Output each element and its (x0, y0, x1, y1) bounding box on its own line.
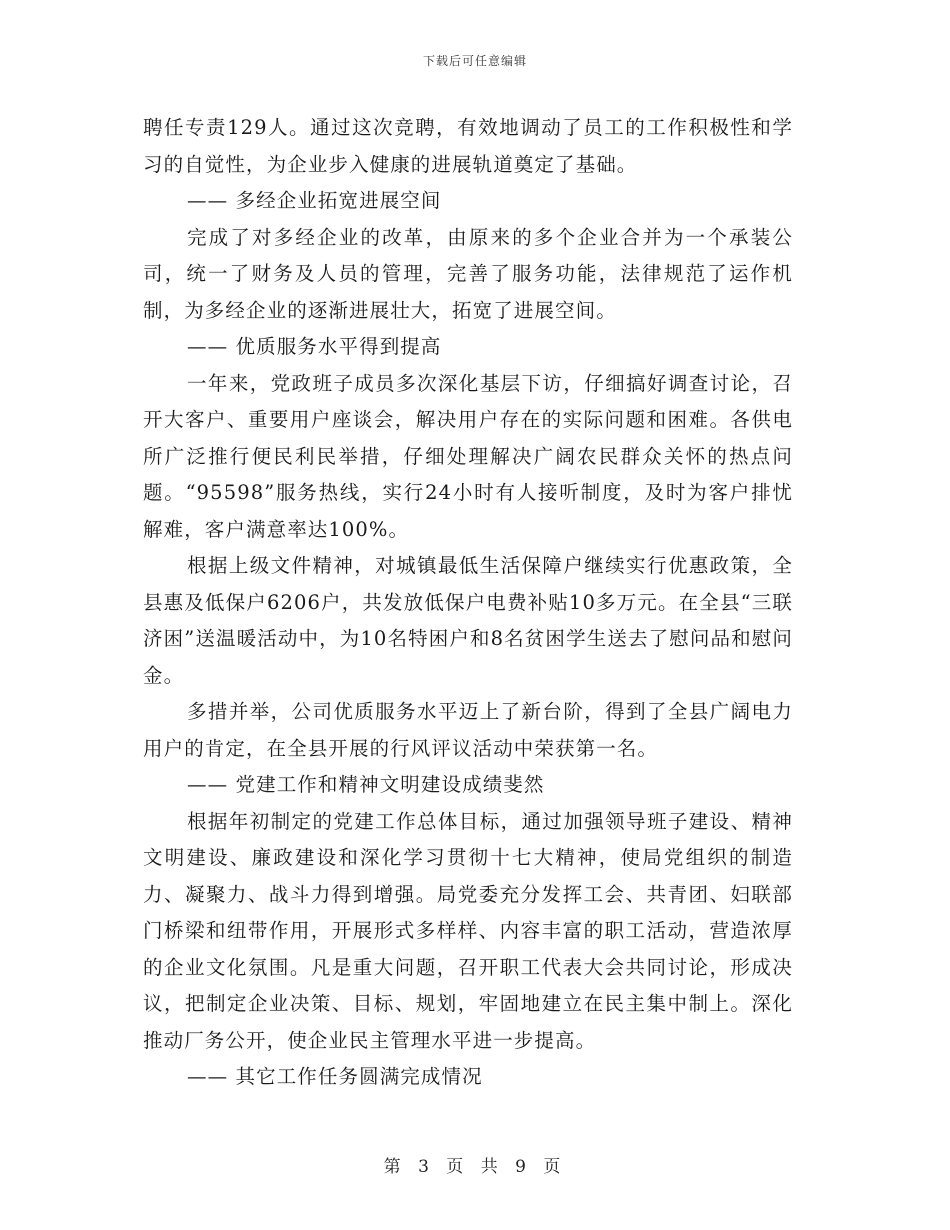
paragraph-low-income-subsidy: 根据上级文件精神，对城镇最低生活保障户继续实行优惠政策，全县惠及低保户6206户，共发放低保户电费补贴10多万元。在全县“三联济困”送温暖活动中，为10名特困户和8名贫困学生送去了慰问品和慰问金。 (143, 554, 793, 687)
page-header: 下载后可任意编辑 (422, 54, 527, 68)
section-heading-other-tasks: —— 其它工作任务圆满完成情况 (187, 1065, 483, 1088)
page-number-footer: 第 3 页 共 9 页 (383, 1157, 567, 1177)
paragraph-service-recognition: 多措并举，公司优质服务水平迈上了新台阶，得到了全县广阔电力用户的肯定，在全县开展的行风评议活动中荣获第一名。 (143, 700, 793, 760)
section-heading-party-building: —— 党建工作和精神文明建设成绩斐然 (187, 773, 545, 796)
document-body (143, 110, 793, 1096)
paragraph-quality-service: 一年来，党政班子成员多次深化基层下访，仔细搞好调查讨论，召开大客户、重要用户座谈会，解决用户存在的实际问题和困难。各供电所广泛推行便民利民举措，仔细处理解决广阔农民群众关怀的热点问题。“95598”服务热线，实行24小时有人接听制度，及时为客户排忧解难，客户满意率达100%。 (143, 371, 793, 541)
section-heading-quality-service: —— 优质服务水平得到提高 (187, 335, 442, 358)
paragraph-party-building: 根据年初制定的党建工作总体目标，通过加强领导班子建设、精神文明建设、廉政建设和深化学习贯彻十七大精神，使局党组织的制造力、凝聚力、战斗力得到增强。局党委充分发挥工会、共青团、妇联部门桥梁和纽带作用，开展形式多样样、内容丰富的职工活动，营造浓厚的企业文化氛围。凡是重大问题，召开职工代表大会共同讨论，形成决议，把制定企业决策、目标、规划，牢固地建立在民主集中制上。深化推动厂务公开，使企业民主管理水平进一步提高。 (143, 809, 793, 1052)
section-heading-diversified-business: —— 多经企业拓宽进展空间 (187, 189, 442, 212)
paragraph-diversified-business: 完成了对多经企业的改革，由原来的多个企业合并为一个承装公司，统一了财务及人员的管理，完善了服务功能，法律规范了运作机制，为多经企业的逐渐进展壮大，拓宽了进展空间。 (143, 225, 793, 322)
paragraph-continuation: 聘任专责129人。通过这次竞聘，有效地调动了员工的工作积极性和学习的自觉性，为企业步入健康的进展轨道奠定了基础。 (143, 116, 793, 176)
